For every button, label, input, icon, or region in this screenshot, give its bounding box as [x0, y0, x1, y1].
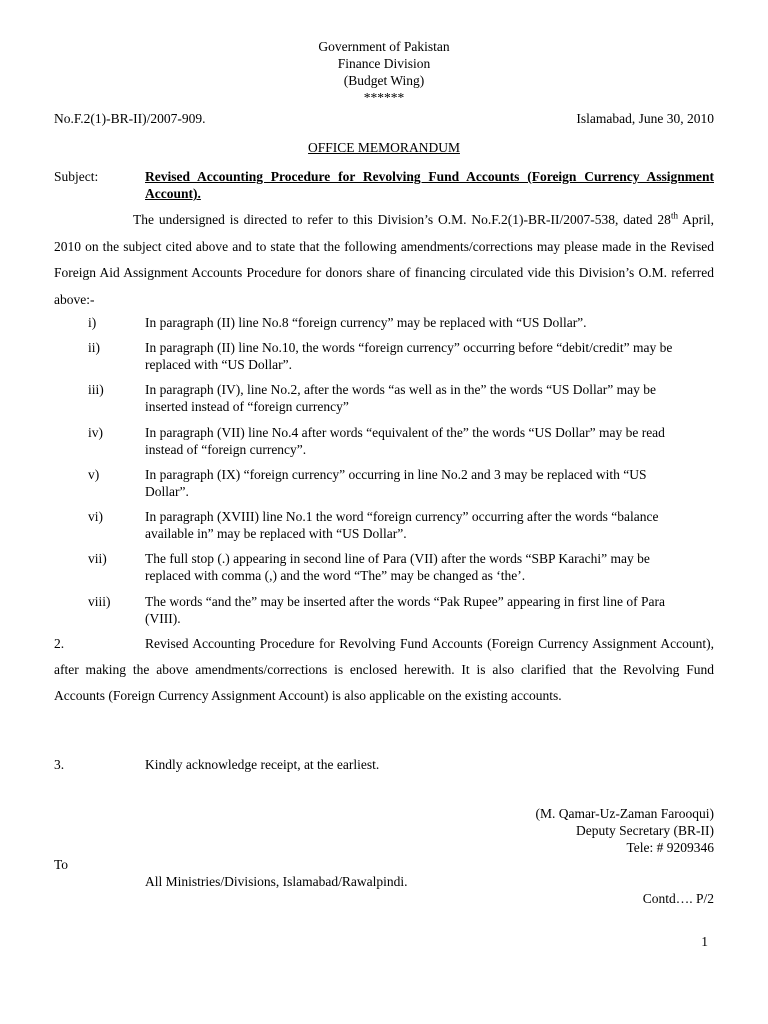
intro-superscript: th	[670, 210, 678, 221]
paragraph-2	[54, 631, 714, 709]
item-text: In paragraph (IV), line No.2, after the words “as well as in the” the words “US Dollar” may be inserted instead of “foreign currency”	[145, 382, 656, 414]
to-label: To	[54, 857, 69, 872]
place-date: Islamabad, June 30, 2010	[576, 111, 714, 126]
item-text: In paragraph (VII) line No.4 after words “equivalent of the” the words “US Dollar” may be read instead of “foreign currency”.	[145, 425, 665, 457]
paragraph-intro	[54, 207, 714, 313]
item-number: i)	[88, 315, 97, 330]
item-text: In paragraph (XVIII) line No.1 the word “foreign currency” occurring after the words “balance available in” may be replaced with “US Dollar”.	[145, 509, 659, 541]
paragraph-3-number: 3.	[54, 757, 65, 772]
item-text: In paragraph (II) line No.8 “foreign currency” may be replaced with “US Dollar”.	[145, 315, 587, 330]
reference-line	[54, 110, 714, 127]
item-number: v)	[88, 467, 100, 482]
letterhead	[0, 38, 768, 106]
item-number: viii)	[88, 594, 111, 609]
header-division: Finance Division	[337, 56, 431, 71]
header-government: Government of Pakistan	[318, 39, 450, 54]
item-number: vii)	[88, 551, 107, 566]
reference-number: No.F.2(1)-BR-II)/2007-909.	[54, 111, 206, 126]
item-number: iii)	[88, 382, 104, 397]
paragraph-2-number: 2.	[54, 636, 65, 651]
paragraph-3-text: Kindly acknowledge receipt, at the earliest.	[145, 757, 380, 772]
intro-text-part1: The undersigned is directed to refer to this Division’s O.M. No.F.2(1)-BR-II/2007-538, dated 28	[133, 212, 671, 227]
intro-text-part2: April, 2010 on the subject cited above and to state that the following amendments/corrections may please made in the Revised Foreign Aid Assignment Accounts Procedure for donors share of financing circulated vide this Division’s O.M. referred above:-	[54, 212, 714, 307]
item-number: vi)	[88, 509, 103, 524]
subject-label: Subject:	[54, 169, 99, 184]
item-text: The full stop (.) appearing in second line of Para (VII) after the words “SBP Karachi” may be replaced with comma (,) and the word “The” may be changed as ‘the’.	[145, 551, 650, 583]
signatory-title: Deputy Secretary (BR-II)	[576, 823, 714, 838]
signatory-tele: Tele: # 9209346	[626, 840, 714, 855]
recipients: All Ministries/Divisions, Islamabad/Rawalpindi.	[145, 874, 408, 889]
continued-note: Contd…. P/2	[642, 891, 714, 906]
item-text: In paragraph (II) line No.10, the words “foreign currency” occurring before “debit/credit” may be replaced with “US Dollar”.	[145, 340, 673, 372]
page-number: 1	[701, 934, 708, 949]
memo-title: OFFICE MEMORANDUM	[308, 140, 460, 155]
header-separator: ******	[363, 90, 405, 105]
item-text: In paragraph (IX) “foreign currency” occurring in line No.2 and 3 may be replaced with “US Dollar”.	[145, 467, 647, 499]
item-number: ii)	[88, 340, 100, 355]
signature-block	[535, 805, 714, 856]
paragraph-2-text: Revised Accounting Procedure for Revolving Fund Accounts (Foreign Currency Assignment Account), after making the above amendments/corrections is enclosed herewith. It is also clarified that the Revolving Fund Accounts (Foreign Currency Assignment Account) is also applicable on the existing accounts.	[54, 636, 714, 703]
signatory-name: (M. Qamar-Uz-Zaman Farooqui)	[535, 806, 714, 821]
header-wing: (Budget Wing)	[343, 73, 425, 88]
item-number: iv)	[88, 425, 103, 440]
subject-text: Revised Accounting Procedure for Revolving Fund Accounts (Foreign Currency Assignment Account).	[145, 169, 714, 201]
item-text: The words “and the” may be inserted after the words “Pak Rupee” appearing in first line of Para (VIII).	[145, 594, 665, 626]
